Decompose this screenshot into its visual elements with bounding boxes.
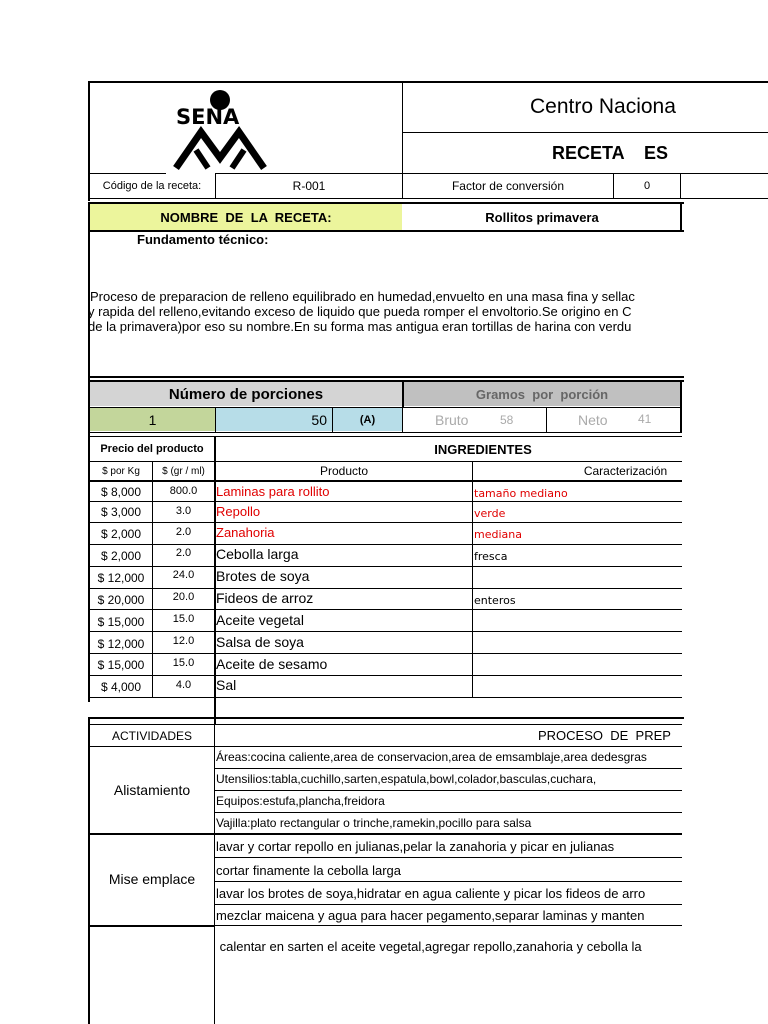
ingredient-price[interactable]: $ 8,000: [100, 485, 142, 499]
ingredient-product[interactable]: Zanahoria: [216, 524, 275, 540]
ingredient-price[interactable]: $ 2,000: [100, 549, 142, 563]
col-price-per-kg: $ por Kg: [102, 465, 140, 477]
ingredient-qty[interactable]: 3.0: [175, 505, 192, 517]
ingredient-product[interactable]: Aceite de sesamo: [216, 656, 328, 672]
mise-emplace-line[interactable]: cortar finamente la cebolla larga: [216, 862, 401, 878]
ingredient-qty[interactable]: 2.0: [175, 547, 192, 559]
ingredient-price[interactable]: $ 12,000: [97, 571, 145, 585]
ingredient-price[interactable]: $ 2,000: [100, 527, 142, 541]
ingredient-product[interactable]: Repollo: [216, 503, 261, 519]
ingredient-characterization[interactable]: fresca: [474, 549, 508, 563]
portion-amount[interactable]: 50: [216, 408, 332, 431]
alistamiento-line[interactable]: Equipos:estufa,plancha,freidora: [216, 794, 385, 808]
ingredient-qty[interactable]: 800.0: [169, 485, 198, 497]
recipe-name-value[interactable]: Rollitos primavera: [485, 209, 599, 225]
ingredient-qty[interactable]: 12.0: [172, 635, 195, 647]
fundamento-line-2: y rapida del relleno,evitando exceso de liquido que pueda romper el envoltorio.Se origino en C: [88, 304, 632, 319]
ingredient-qty[interactable]: 2.0: [175, 526, 192, 538]
ingredient-product[interactable]: Laminas para rollito: [216, 483, 330, 499]
ingredient-characterization[interactable]: [474, 634, 768, 652]
ingredient-product[interactable]: Salsa de soya: [216, 634, 304, 650]
ingredient-characterization[interactable]: [474, 656, 768, 674]
recipe-code-label: Código de la receta:: [102, 180, 202, 192]
fundamento-line-1: Proceso de preparacion de relleno equilibrado en humedad,envuelto en una masa fina y sellac: [90, 289, 635, 304]
mise-emplace-line[interactable]: mezclar maicena y agua para hacer pegamento,separar laminas y manten: [216, 907, 645, 923]
recipe-code-value[interactable]: R-001: [292, 179, 326, 193]
price-header: Precio del producto: [100, 443, 204, 455]
ingredient-product[interactable]: Sal: [216, 677, 237, 693]
ingredient-qty[interactable]: 15.0: [172, 657, 195, 669]
alistamiento-label: Alistamiento: [113, 782, 191, 798]
center-title: Centro Naciona: [530, 95, 676, 118]
ingredients-title: INGREDIENTES: [434, 441, 532, 457]
mise-emplace-label: Mise emplace: [108, 871, 196, 887]
fundamento-label: Fundamento técnico:: [137, 232, 269, 247]
ingredient-product[interactable]: Fideos de arroz: [216, 590, 314, 606]
col-qty: $ (gr / ml): [162, 465, 205, 477]
ingredient-characterization[interactable]: mediana: [474, 527, 522, 541]
ingredient-product[interactable]: Brotes de soya: [216, 568, 310, 584]
recipe-name-label: NOMBRE DE LA RECETA:: [90, 204, 402, 230]
portions-label: Número de porciones: [90, 382, 402, 406]
ingredient-qty[interactable]: 4.0: [175, 679, 192, 691]
process-next-line[interactable]: calentar en sarten el aceite vegetal,agregar repollo,zanahoria y cebolla la: [216, 938, 642, 954]
ingredient-characterization[interactable]: [474, 612, 768, 630]
document-title: RECETA ES: [552, 142, 669, 163]
ingredient-qty[interactable]: 20.0: [172, 591, 195, 603]
portions-count[interactable]: 1: [90, 408, 215, 431]
neto-value: 41: [638, 412, 652, 426]
ingredient-qty[interactable]: 24.0: [172, 569, 195, 581]
alistamiento-line[interactable]: Utensilios:tabla,cuchillo,sarten,espatula,bowl,colador,basculas,cuchara,: [216, 772, 597, 786]
logo-text: SENA: [176, 105, 240, 129]
ingredient-characterization[interactable]: enteros: [474, 593, 516, 607]
ingredient-characterization[interactable]: tamaño mediano: [474, 486, 568, 500]
ingredient-price[interactable]: $ 15,000: [97, 658, 145, 672]
ingredient-price[interactable]: $ 4,000: [100, 680, 142, 694]
ingredient-price[interactable]: $ 12,000: [97, 637, 145, 651]
sena-logo: [166, 88, 270, 172]
portion-amount-tag: (A): [333, 408, 402, 431]
ingredient-characterization[interactable]: [474, 569, 768, 587]
col-product: Producto: [319, 464, 369, 478]
grams-per-portion-label: Gramos por porción: [404, 382, 680, 406]
alistamiento-line[interactable]: Áreas:cocina caliente,area de conservacion,area de emsamblaje,area dedesgras: [216, 750, 647, 764]
alistamiento-line[interactable]: Vajilla:plato rectangular o trinche,ramekin,pocillo para salsa: [216, 816, 532, 830]
ingredient-characterization[interactable]: [474, 677, 768, 695]
ingredient-price[interactable]: $ 15,000: [97, 615, 145, 629]
ingredient-characterization[interactable]: verde: [474, 506, 506, 520]
bruto-label: Bruto: [435, 411, 469, 428]
ingredient-price[interactable]: $ 3,000: [100, 505, 142, 519]
ingredient-product[interactable]: Cebolla larga: [216, 546, 299, 562]
bruto-value: 58: [500, 413, 514, 427]
ingredient-price[interactable]: $ 20,000: [97, 593, 145, 607]
col-characterization: Caracterización: [583, 464, 668, 478]
mise-emplace-line[interactable]: lavar y cortar repollo en julianas,pelar la zanahoria y picar en julianas: [216, 838, 615, 854]
neto-label: Neto: [578, 411, 608, 428]
process-header: PROCESO DE PREP: [538, 728, 671, 743]
conversion-factor-label: Factor de conversión: [451, 179, 565, 193]
mise-emplace-line[interactable]: lavar los brotes de soya,hidratar en agua caliente y picar los fideos de arro: [216, 885, 646, 901]
ingredient-product[interactable]: Aceite vegetal: [216, 612, 304, 628]
conversion-factor-value[interactable]: 0: [643, 180, 651, 192]
activities-header: ACTIVIDADES: [111, 728, 192, 743]
ingredient-qty[interactable]: 15.0: [172, 613, 195, 625]
fundamento-line-3: de la primavera)por eso su nombre.En su forma mas antigua eran tortillas de harina con verdu: [88, 319, 632, 334]
